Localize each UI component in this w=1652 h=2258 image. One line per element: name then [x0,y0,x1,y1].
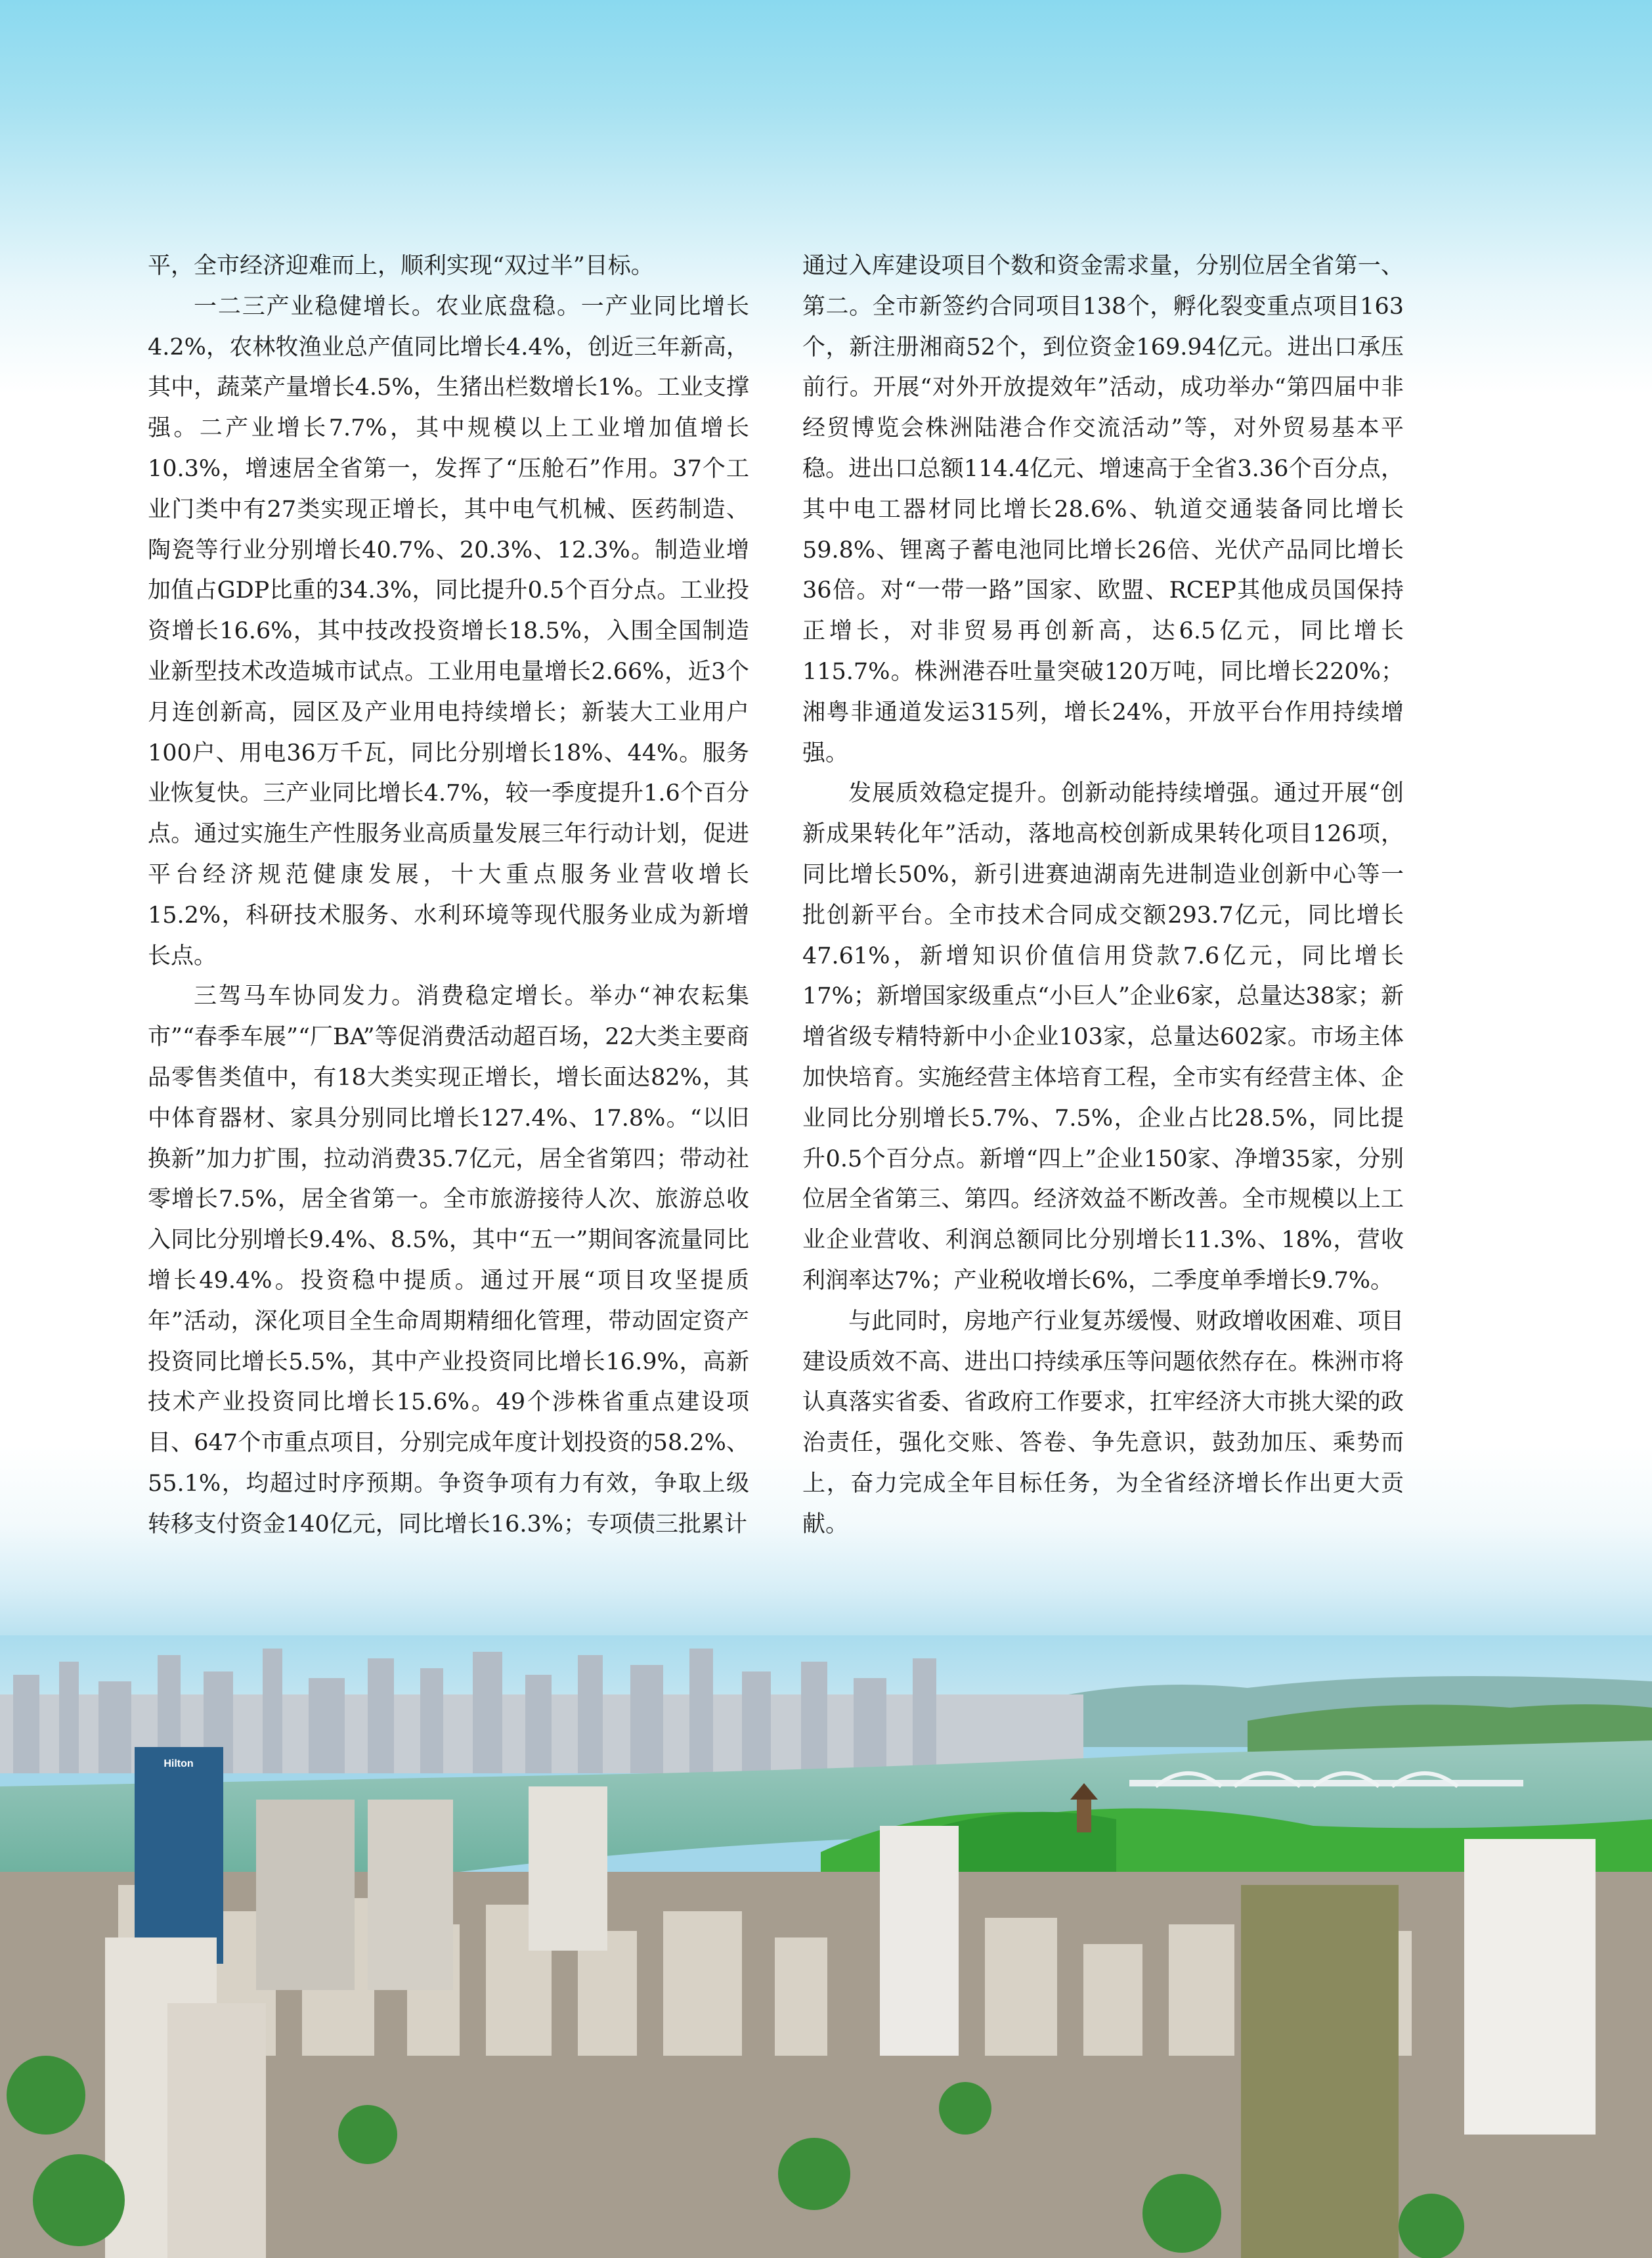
article-paragraph: 与此同时，房地产行业复苏缓慢、财政增收困难、项目建设质效不高、进出口持续承压等问题依然存在。株洲市将认真落实省委、省政府工作要求，扛牢经济大市挑大梁的政治责任，强化交账、答卷、争先意识，鼓劲加压、乘势而上，奋力完成全年目标任务，为全省经济增长作出更大贡献。 [802,1308,1404,1538]
article-paragraph: 一二三产业稳健增长。农业底盘稳。一产业同比增长4.2%，农林牧渔业总产值同比增长4.4%，创近三年新高，其中，蔬菜产量增长4.5%，生猪出栏数增长1%。工业支撑强。二产业增长7.7%，其中规模以上工业增加值增长10.3%，增速居全省第一，发挥了“压舱石”作用。37个工业门类中有27类实现正增长，其中电气机械、医药制造、陶瓷等行业分别增长40.7%、20.3%、12.3%。制造业增加值占GDP比重的34.3%，同比提升0.5个百分点。工业投资增长16.6%，其中技改投资增长18.5%，入围全国制造业新型技术改造城市试点。工业用电量增长2.66%，近3个月连创新高，园区及产业用电持续增长；新装大工业用户100户、用电36万千瓦，同比分别增长18%、44%。服务业恢复快。三产业同比增长4.7%，较一季度提升1.6个百分点。通过实施生产性服务业高质量发展三年行动计划，促进平台经济规范健康发展，十大重点服务业营收增长15.2%，科研技术服务、水利环境等现代服务业成为新增长点。 [148,293,749,969]
article-paragraph: 三驾马车协同发力。消费稳定增长。举办“神农耘集市”“春季车展”“厂BA”等促消费活动超百场，22大类主要商品零售类值中，有18大类实现正增长，增长面达82%，其中体育器材、家具分别同比增长127.4%、17.8%。“以旧换新”加力扩围，拉动消费35.7亿元，居全省第四；带动社零增长7.5%，居全省第一。全市旅游接待人次、旅游总收入同比分别增长9.4%、8.5%，其中“五一”期间客流量同比增长49.4%。投资稳中提质。通过开展“项目攻坚提质年”活动，深化项目全生命周期精细化管理，带动固定资产投资同比增长5.5%，其中产业投资同比增长16.9%，高新技术产业投资同比增长15.6%。49个涉株省重点建设项目、647个市重点项目，分别完成年度计划投资的58.2%、55.1%，均超过时序预期。争资争项有力有效，争取上级转移支付资金140亿元，同比增长16.3%；专项债三批累计 [148,983,749,1538]
city-skyline-photo [0,1635,1652,2258]
article-paragraph: 通过入库建设项目个数和资金需求量，分别位居全省第一、第二。全市新签约合同项目138个，孵化裂变重点项目163个，新注册湘商52个，到位资金169.94亿元。进出口承压前行。开展“对外开放提效年”活动，成功举办“第四届中非经贸博览会株洲陆港合作交流活动”等，对外贸易基本平稳。进出口总额114.4亿元、增速高于全省3.36个百分点，其中电工器材同比增长28.6%、轨道交通装备同比增长59.8%、锂离子蓄电池同比增长26倍、光伏产品同比增长36倍。对“一带一路”国家、欧盟、RCEP其他成员国保持正增长，对非贸易再创新高，达6.5亿元，同比增长115.7%。株洲港吞吐量突破120万吨，同比增长220%；湘粤非通道发运315列，增长24%，开放平台作用持续增强。 [802,253,1404,766]
hotel-sign: Hilton [163,1758,194,1769]
article-paragraph: 平，全市经济迎难而上，顺利实现“双过半”目标。 [148,253,654,279]
article-right-column [802,246,1404,1545]
article-left-column [148,246,749,1545]
article-paragraph: 发展质效稳定提升。创新动能持续增强。通过开展“创新成果转化年”活动，落地高校创新成果转化项目126项，同比增长50%，新引进赛迪湖南先进制造业创新中心等一批创新平台。全市技术合同成交额293.7亿元，同比增长47.61%，新增知识价值信用贷款7.6亿元，同比增长17%；新增国家级重点“小巨人”企业6家，总量达38家；新增省级专精特新中小企业103家，总量达602家。市场主体加快培育。实施经营主体培育工程，全市实有经营主体、企业同比分别增长5.7%、7.5%，企业占比28.5%，同比提升0.5个百分点。新增“四上”企业150家、净增35家，分别位居全省第三、第四。经济效益不断改善。全市规模以上工业企业营收、利润总额同比分别增长11.3%、18%，营收利润率达7%；产业税收增长6%，二季度单季增长9.7%。 [802,780,1404,1294]
